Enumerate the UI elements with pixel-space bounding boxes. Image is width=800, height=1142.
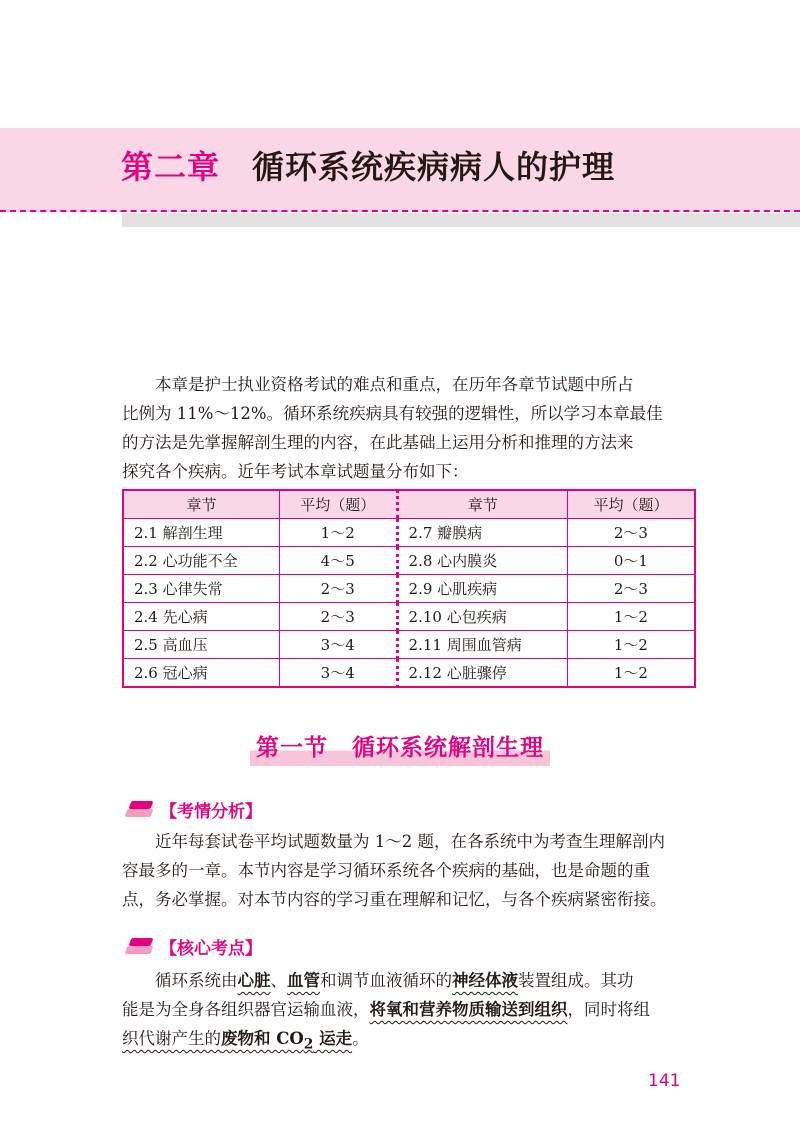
- books-icon: [124, 797, 156, 821]
- core-line: [122, 966, 694, 995]
- table-cell: 2.9 心肌疾病: [397, 575, 567, 603]
- subscript: 2: [303, 1036, 314, 1053]
- table-cell: 1～2: [567, 631, 695, 659]
- intro-line: 的方法是先掌握解剖生理的内容，在此基础上运用分析和推理的方法来: [122, 433, 634, 452]
- analysis-paragraph: [122, 827, 694, 914]
- table-cell: 2.6 冠心病: [123, 659, 279, 688]
- table-row: [123, 603, 695, 631]
- keyword-waste-co2: [221, 1029, 353, 1053]
- table-cell: 2.5 高血压: [123, 631, 279, 659]
- table-cell: 0～1: [567, 547, 695, 575]
- table-cell: 3～4: [279, 659, 397, 688]
- analysis-heading-label: 【考情分析】: [160, 801, 262, 822]
- table-row: [123, 631, 695, 659]
- table-cell: 2～3: [567, 575, 695, 603]
- keyword-heart: 心脏: [237, 971, 271, 990]
- table-header: 平均（题）: [279, 490, 397, 519]
- keyword-vessel: 血管: [287, 971, 320, 990]
- keyword-neurohumoral: 神经体液: [452, 971, 518, 990]
- table-cell: 2.12 心脏骤停: [397, 659, 567, 688]
- table-cell: 3～4: [279, 631, 397, 659]
- table-cell: 2～3: [279, 603, 397, 631]
- table-row: [123, 519, 695, 547]
- chapter-shadow-bar: [122, 213, 800, 227]
- intro-line: 探究各个疾病。近年考试本章试题量分布如下：: [122, 462, 469, 481]
- chapter-title: [121, 142, 615, 188]
- analysis-line: 点，务必掌握。对本节内容的学习重在理解和记忆，与各个疾病紧密衔接。: [122, 890, 667, 909]
- analysis-line: 容最多的一章。本节内容是学习循环系统各个疾病的基础，也是命题的重: [122, 861, 650, 880]
- intro-line: 比例为 11%～12%。循环系统疾病具有较强的逻辑性，所以学习本章最佳: [122, 404, 663, 423]
- chapter-number: 第二章: [121, 148, 221, 186]
- analysis-line: 近年每套试卷平均试题数量为 1～2 题，在各系统中为考查生理解剖内: [155, 832, 665, 851]
- table-cell: 2.1 解剖生理: [123, 519, 279, 547]
- core-heading: [124, 932, 262, 960]
- table-header: 平均（题）: [567, 490, 695, 519]
- intro-paragraph: [122, 370, 694, 486]
- core-line: [122, 1024, 694, 1059]
- keyword-oxygen-delivery: 将氧和营养物质输送到组织: [369, 1000, 568, 1019]
- text-run: 和调节血液循环的: [320, 971, 452, 990]
- table-header: 章节: [397, 490, 567, 519]
- table-cell: 2.8 心内膜炎: [397, 547, 567, 575]
- table-cell: 1～2: [279, 519, 397, 547]
- question-distribution-table: [122, 489, 696, 688]
- section-title: [0, 727, 800, 766]
- table-row: [123, 659, 695, 688]
- table-cell: 2.11 周围血管病: [397, 631, 567, 659]
- text-run: 废物和 CO: [221, 1029, 304, 1048]
- table-row: [123, 575, 695, 603]
- books-icon: [124, 934, 156, 958]
- table-cell: 2～3: [567, 519, 695, 547]
- table-cell: 2.7 瓣膜病: [397, 519, 567, 547]
- text-run: ，同时将组: [567, 1000, 650, 1019]
- text-run: 能是为全身各组织器官运输血液，: [122, 1000, 370, 1019]
- core-line: [122, 995, 694, 1024]
- table-header: 章节: [123, 490, 279, 519]
- text-run: 装置组成。其功: [518, 971, 634, 990]
- table-cell: 1～2: [567, 659, 695, 688]
- text-run: 。: [352, 1029, 369, 1048]
- table-cell: 2.4 先心病: [123, 603, 279, 631]
- table-cell: 2.2 心功能不全: [123, 547, 279, 575]
- table-cell: 4～5: [279, 547, 397, 575]
- table-cell: 2.3 心律失常: [123, 575, 279, 603]
- section-title-text: 第一节 循环系统解剖生理: [250, 727, 550, 766]
- page-number: 141: [648, 1071, 681, 1091]
- text-run: 、: [270, 971, 287, 990]
- table-cell: 2～3: [279, 575, 397, 603]
- table-cell: 2.10 心包疾病: [397, 603, 567, 631]
- core-paragraph: [122, 966, 694, 1059]
- analysis-heading: [124, 795, 262, 823]
- text-run: 循环系统由: [155, 971, 238, 990]
- core-heading-label: 【核心考点】: [160, 938, 262, 959]
- table-row: [123, 547, 695, 575]
- text-run: 运走: [313, 1029, 353, 1048]
- chapter-name: 循环系统疾病病人的护理: [252, 148, 616, 186]
- intro-line: 本章是护士执业资格考试的难点和重点，在历年各章节试题中所占: [155, 375, 634, 394]
- text-run: 织代谢产生的: [122, 1029, 221, 1048]
- table-header-row: [123, 490, 695, 519]
- table-cell: 1～2: [567, 603, 695, 631]
- chapter-dashed-divider: [0, 210, 800, 212]
